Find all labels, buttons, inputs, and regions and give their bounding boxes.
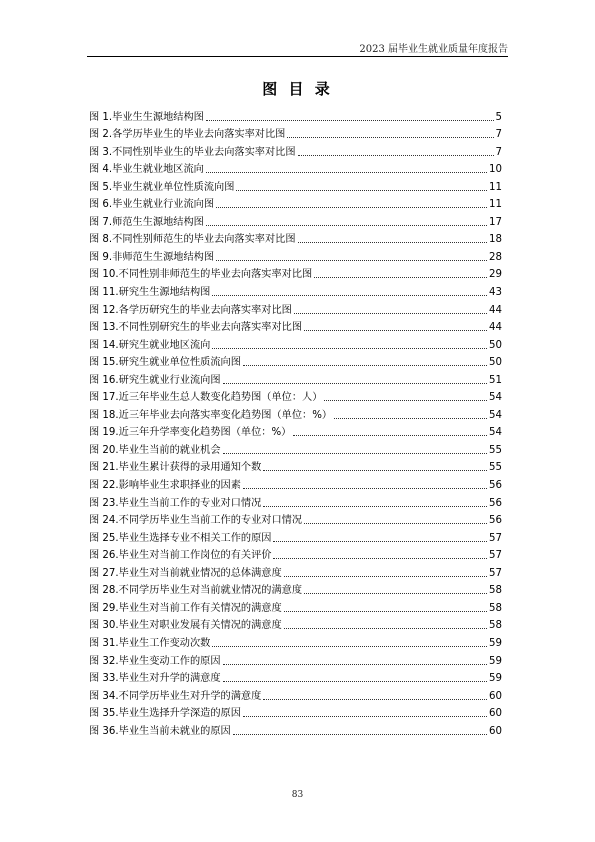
- toc-entry-label: 图 5.毕业生就业单位性质流向图: [89, 181, 235, 193]
- toc-entry-page: 60: [489, 725, 502, 737]
- toc-entry-page: 54: [489, 409, 502, 421]
- dot-leader: [298, 155, 494, 156]
- toc-entry-page: 58: [489, 620, 502, 632]
- toc-entry[interactable]: [89, 634, 502, 652]
- toc-entry-label: 图 14.研究生就业地区流向: [89, 339, 211, 351]
- toc-entry[interactable]: [89, 512, 502, 530]
- toc-entry-label: 图 9.非师范生生源地结构图: [89, 251, 215, 263]
- toc-entry[interactable]: [89, 231, 502, 249]
- dot-leader: [223, 664, 488, 665]
- toc-entry-label: 图 4.毕业生就业地区流向: [89, 164, 204, 176]
- toc-entry-page: 11: [489, 199, 502, 211]
- toc-entry-label: 图 33.毕业生对升学的满意度: [89, 673, 221, 685]
- toc-entry[interactable]: [89, 371, 502, 389]
- toc-entry[interactable]: [89, 354, 502, 372]
- toc-entry-page: 57: [489, 567, 502, 579]
- dot-leader: [206, 120, 494, 121]
- toc-entry[interactable]: [89, 599, 502, 617]
- toc-entry-label: 图 12.各学历研究生的毕业去向落实率对比图: [89, 304, 292, 316]
- toc-entry-label: 图 30.毕业生对职业发展有关情况的满意度: [89, 620, 282, 632]
- toc-entry[interactable]: [89, 389, 502, 407]
- toc-entry-page: 11: [489, 181, 502, 193]
- toc-entry[interactable]: [89, 143, 502, 161]
- toc-entry-label: 图 6.毕业生就业行业流向图: [89, 199, 215, 211]
- dot-leader: [223, 681, 488, 682]
- dot-leader: [294, 313, 487, 314]
- dot-leader: [304, 330, 487, 331]
- dot-leader: [324, 400, 487, 401]
- dot-leader: [293, 435, 487, 436]
- toc-entry[interactable]: [89, 301, 502, 319]
- toc-entry-page: 55: [489, 444, 502, 456]
- dot-leader: [236, 190, 487, 191]
- toc-entry[interactable]: [89, 617, 502, 635]
- toc-entry-label: 图 22.影响毕业生求职择业的因素: [89, 480, 241, 492]
- toc-entry-label: 图 28.不同学历毕业生对当前就业情况的满意度: [89, 585, 303, 597]
- toc-entry[interactable]: [89, 178, 502, 196]
- toc-entry-label: 图 2.各学历毕业生的毕业去向落实率对比图: [89, 129, 286, 141]
- toc-entry-page: 58: [489, 602, 502, 614]
- dot-leader: [243, 488, 487, 489]
- toc-entry[interactable]: [89, 529, 502, 547]
- dot-leader: [212, 348, 487, 349]
- dot-leader: [273, 541, 487, 542]
- dot-leader: [284, 611, 487, 612]
- toc-entry-page: 50: [489, 357, 502, 369]
- page-number: 83: [291, 790, 304, 800]
- header-divider: [87, 56, 508, 57]
- toc-entry[interactable]: [89, 652, 502, 670]
- dot-leader: [334, 418, 487, 419]
- toc-entry[interactable]: [89, 108, 502, 126]
- toc-entry[interactable]: [89, 705, 502, 723]
- toc-entry[interactable]: [89, 406, 502, 424]
- toc-entry-label: 图 10.不同性别非师范生的毕业去向落实率对比图: [89, 269, 313, 281]
- toc-entry-page: 17: [489, 216, 502, 228]
- toc-entry[interactable]: [89, 476, 502, 494]
- toc-entry-label: 图 29.毕业生对当前工作有关情况的满意度: [89, 602, 282, 614]
- toc-entry-label: 图 25.毕业生选择专业不相关工作的原因: [89, 532, 272, 544]
- toc-entry-label: 图 35.毕业生选择升学深造的原因: [89, 708, 241, 720]
- toc-entry[interactable]: [89, 424, 502, 442]
- toc-entry-label: 图 16.研究生就业行业流向图: [89, 374, 221, 386]
- toc-entry-label: 图 11.研究生生源地结构图: [89, 287, 211, 299]
- toc-entry-page: 43: [489, 287, 502, 299]
- dot-leader: [243, 716, 487, 717]
- dot-leader: [304, 593, 487, 594]
- toc-entry[interactable]: [89, 248, 502, 266]
- toc-entry-page: 7: [495, 146, 502, 158]
- toc-entry[interactable]: [89, 441, 502, 459]
- toc-entry-label: 图 15.研究生就业单位性质流向图: [89, 357, 241, 369]
- toc-entry-label: 图 31.毕业生工作变动次数: [89, 637, 211, 649]
- toc-entry-label: 图 17.近三年毕业生总人数变化趋势图（单位：人）: [89, 392, 323, 404]
- toc-entry-label: 图 24.不同学历毕业生当前工作的专业对口情况: [89, 515, 303, 527]
- toc-entry-label: 图 19.近三年升学率变化趋势图（单位：%）: [89, 427, 292, 439]
- dot-leader: [223, 383, 488, 384]
- dot-leader: [233, 734, 487, 735]
- toc-entry-page: 59: [489, 673, 502, 685]
- toc-entry-page: 44: [489, 322, 502, 334]
- dot-leader: [263, 506, 487, 507]
- toc-entry-page: 57: [489, 550, 502, 562]
- dot-leader: [206, 172, 487, 173]
- toc-entry[interactable]: [89, 196, 502, 214]
- toc-entry-page: 54: [489, 427, 502, 439]
- toc-entry-page: 44: [489, 304, 502, 316]
- toc-entry-label: 图 7.师范生生源地结构图: [89, 216, 204, 228]
- toc-entry[interactable]: [89, 266, 502, 284]
- toc-entry-label: 图 34.不同学历毕业生对升学的满意度: [89, 690, 262, 702]
- figure-list: [89, 108, 502, 740]
- toc-entry-page: 5: [495, 111, 502, 123]
- toc-entry[interactable]: [89, 494, 502, 512]
- dot-leader: [284, 628, 487, 629]
- toc-entry-page: 60: [489, 690, 502, 702]
- dot-leader: [223, 453, 488, 454]
- dot-leader: [212, 295, 487, 296]
- dot-leader: [304, 523, 487, 524]
- toc-entry[interactable]: [89, 213, 502, 231]
- dot-leader: [273, 558, 487, 559]
- toc-entry-page: 10: [489, 164, 502, 176]
- dot-leader: [212, 646, 487, 647]
- toc-entry-page: 29: [489, 269, 502, 281]
- dot-leader: [298, 242, 488, 243]
- toc-entry-page: 56: [489, 497, 502, 509]
- toc-entry[interactable]: [89, 582, 502, 600]
- toc-entry[interactable]: [89, 336, 502, 354]
- toc-entry-label: 图 8.不同性别师范生的毕业去向落实率对比图: [89, 234, 296, 246]
- toc-entry-page: 59: [489, 637, 502, 649]
- dot-leader: [206, 225, 487, 226]
- toc-entry-page: 7: [495, 129, 502, 141]
- toc-entry-label: 图 13.不同性别研究生的毕业去向落实率对比图: [89, 322, 303, 334]
- toc-entry[interactable]: [89, 670, 502, 688]
- running-header: 2023 届毕业生就业质量年度报告: [359, 44, 508, 55]
- toc-entry-page: 28: [489, 251, 502, 263]
- dot-leader: [243, 365, 487, 366]
- toc-entry[interactable]: [89, 126, 502, 144]
- toc-entry-label: 图 36.毕业生当前未就业的原因: [89, 725, 231, 737]
- dot-leader: [287, 137, 493, 138]
- toc-entry-label: 图 23.毕业生当前工作的专业对口情况: [89, 497, 262, 509]
- toc-entry-label: 图 1.毕业生生源地结构图: [89, 111, 204, 123]
- toc-entry[interactable]: [89, 687, 502, 705]
- toc-entry-page: 56: [489, 515, 502, 527]
- toc-entry[interactable]: [89, 161, 502, 179]
- toc-entry-label: 图 3.不同性别毕业生的毕业去向落实率对比图: [89, 146, 296, 158]
- toc-entry[interactable]: [89, 459, 502, 477]
- dot-leader: [314, 277, 487, 278]
- dot-leader: [216, 260, 487, 261]
- toc-entry-page: 18: [489, 234, 502, 246]
- toc-entry-page: 56: [489, 480, 502, 492]
- toc-title: 图 目 录: [262, 80, 333, 98]
- toc-entry[interactable]: [89, 319, 502, 337]
- toc-entry-label: 图 32.毕业生变动工作的原因: [89, 655, 221, 667]
- toc-entry-label: 图 21.毕业生累计获得的录用通知个数: [89, 462, 262, 474]
- toc-entry-label: 图 18.近三年毕业去向落实率变化趋势图（单位：%）: [89, 409, 333, 421]
- toc-entry-label: 图 20.毕业生当前的就业机会: [89, 444, 221, 456]
- toc-entry-page: 58: [489, 585, 502, 597]
- toc-entry[interactable]: [89, 547, 502, 565]
- toc-entry-label: 图 27.毕业生对当前就业情况的总体满意度: [89, 567, 282, 579]
- toc-entry-page: 59: [489, 655, 502, 667]
- toc-entry-page: 57: [489, 532, 502, 544]
- toc-entry[interactable]: [89, 283, 502, 301]
- dot-leader: [284, 576, 487, 577]
- dot-leader: [263, 470, 487, 471]
- toc-entry-page: 50: [489, 339, 502, 351]
- dot-leader: [216, 207, 487, 208]
- dot-leader: [263, 699, 487, 700]
- toc-entry-label: 图 26.毕业生对当前工作岗位的有关评价: [89, 550, 272, 562]
- toc-entry-page: 54: [489, 392, 502, 404]
- toc-entry-page: 55: [489, 462, 502, 474]
- toc-entry-page: 51: [489, 374, 502, 386]
- toc-entry-page: 60: [489, 708, 502, 720]
- toc-entry[interactable]: [89, 722, 502, 740]
- toc-entry[interactable]: [89, 564, 502, 582]
